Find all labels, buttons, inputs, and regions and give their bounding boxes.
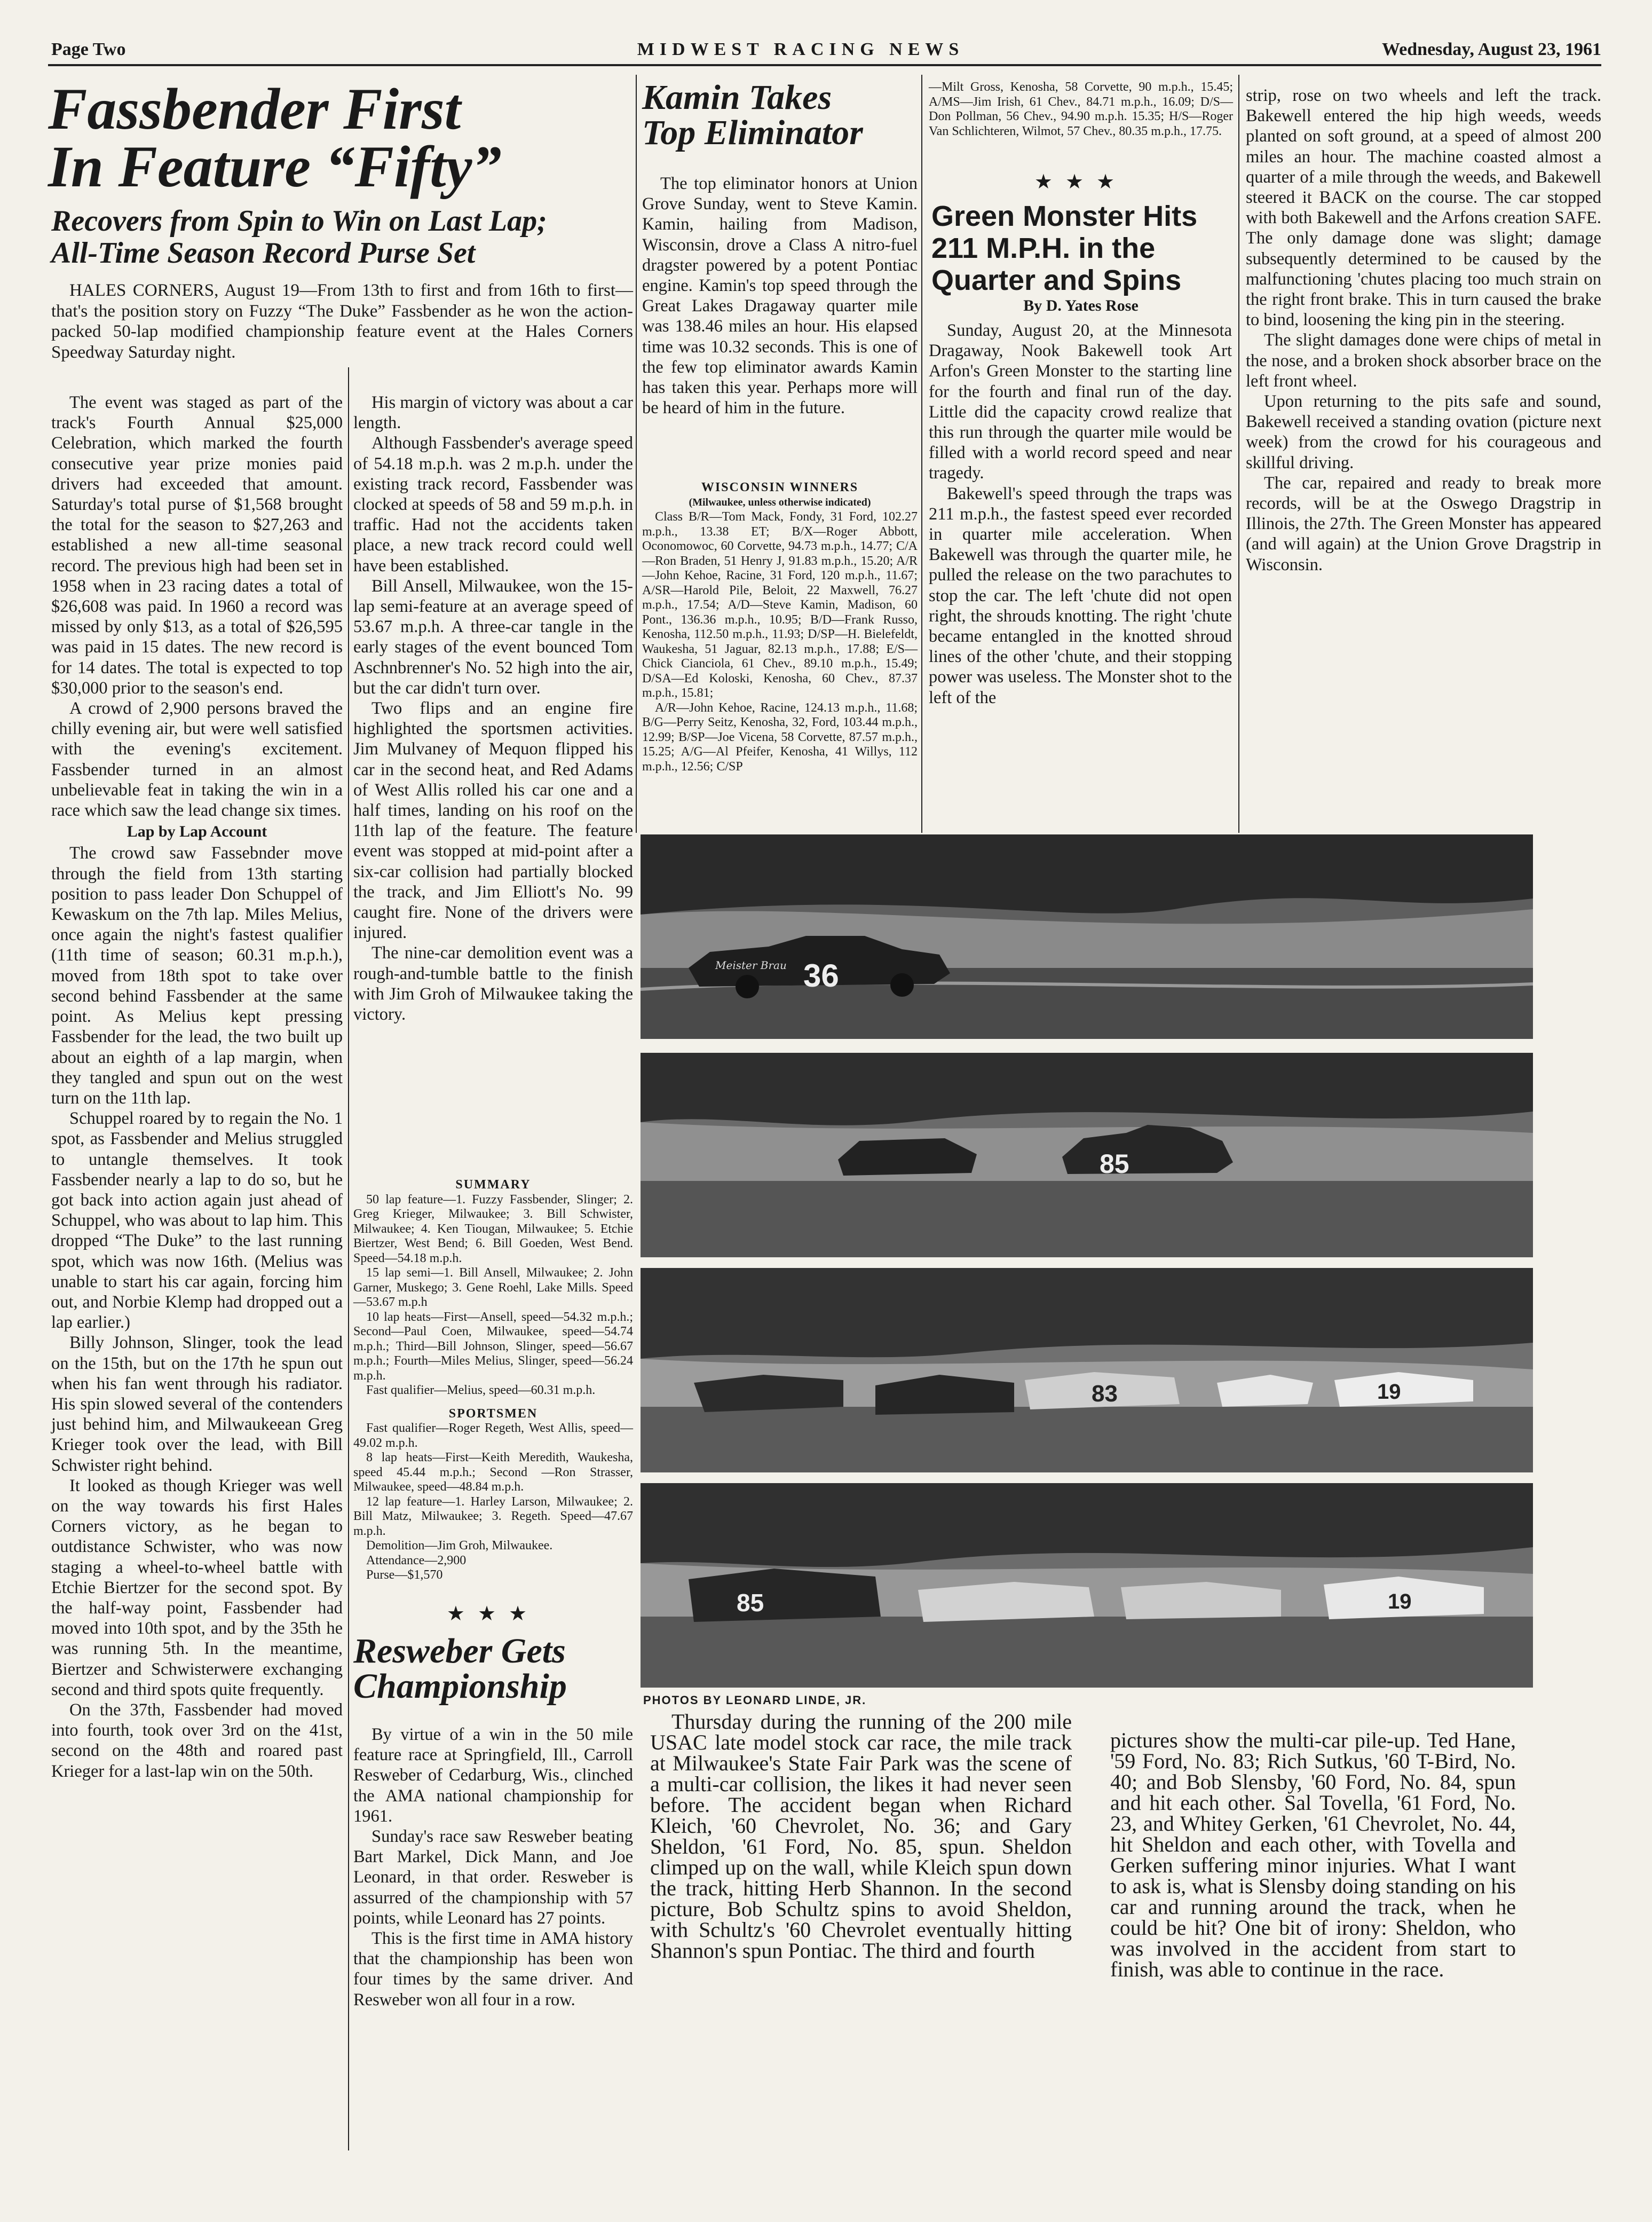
photo-caption-1: Thursday during the running of the 200 mile USAC late model stock car race, the mile track at Milwaukee's State Fair Park was the scene of a multi-car collision, the likes it had never seen before. The accident began when Richard Kleich, '60 Chevrolet, No. 36; and Gary Sheldon, '61 Ford, No. 85, spun. Sheldon climped up on the wall, while Kleich spun down the track, hitting Herb Shannon. In the second picture, Bob Schultz spins to avoid Sheldon, with Schultz's '60 Chevrolet eventually hitting Shannon's spun Pontiac. The third and fourth (650, 1709, 1072, 1963)
winners-heading: WISCONSIN WINNERS (701, 480, 859, 494)
column-rule (1238, 75, 1239, 833)
winners-note: (Milwaukee, unless otherwise indicated) (689, 496, 871, 508)
svg-text:83: 83 (1092, 1381, 1118, 1407)
green-monster-column-1: Sunday, August 20, at the Minnesota Dragaway, Nook Bakewell took Art Arfon's Green Monster to the starting line for the fourth and final run of the day. Little did the capacity crowd realize that this run through the quarter mile would be filled with a world record speed and near tragedy. Bakewell's speed through the traps was 211 m.p.h., the fastest speed ever recorded in quarter mile acceleration. When Bakewell was through the quarter mile, he pulled the release on the two parachutes to stop the car. The left 'chute did not open right, the shrouds knotting. The right 'chute became entangled in the knotted shroud lines of the other 'chute, and their stopping power was useless. The Monster shot to the left of the (929, 321, 1232, 707)
fassbender-column-2: His margin of victory was about a car length. Although Fassbender's average speed of 54.18 m.p.h. was 2 m.p.h. under the existing track record, Fassbender was clocked at speeds of 58 and 59 m.p.h. in traffic. Had not the accidents taken place, a new track record could well have been established. Bill Ansell, Milwaukee, won the 15-lap semi-feature at an average speed of 53.67 m.p.h. A three-car tangle in the early stages of the event bounced Tom Aschnbrenner's No. 52 high into the air, but the car didn't turn over. Two flips and an engine fire highlighted the sportsmen activities. Jim Mulvaney of Mequon flipped his car in the second heat, and Red Adams of West Allis rolled his car one and a half times, landing on his roof on the 11th lap of the feature. The feature event was stopped at mid-point after a six-car collision had partially blocked the track, and Jim Elliott's No. 99 caught fire. None of the drivers were injured. The nine-car demolition event was a rough-and-tumble battle to the finish with Jim Groh of Milwaukee taking the victory. (353, 393, 633, 1025)
fassbender-headline: Fassbender First In Feature “Fifty” (48, 76, 502, 199)
fassbender-summary: SUMMARY 50 lap feature—1. Fuzzy Fassbender, Slinger; 2. Greg Krieger, Milwaukee; 3. Bill Schwister, Milwaukee; 4. Ken Tiougan, Milwaukee; 5. Etchie Biertzer, West Bend; 6. Bill Goeden, West Bend. Speed—54.18 m.p.h. 15 lap semi—1. Bill Ansell, Milwaukee; 2. John Garner, Muskego; 3. Gene Roehl, Lake Mills. Speed—53.67 m.p.h 10 lap heats—First—Ansell, speed—54.32 m.p.h.; Second—Paul Coen, Milwaukee, speed—54.74 m.p.h.; Third—Bill Johnson, Slinger, speed—56.67 m.p.h.; Fourth—Miles Melius, Slinger, speed—56.24 m.p.h. Fast qualifier—Melius, speed—60.31 m.p.h. SPORTSMEN Fast qualifier—Roger Regeth, West Allis, speed—49.02 m.p.h. 8 lap heats—First—Keith Meredith, Waukesha, speed 45.44 m.p.h.; Second —Ron Strasser, Milwaukee, speed—48.84 m.p.h. 12 lap feature—1. Harley Larson, Milwaukee; 2. Bill Matz, Milwaukee; 3. Regeth. Speed—47.67 m.p.h. Demolition—Jim Groh, Milwaukee. Attendance—2,900 Purse—$1,570 (353, 1178, 633, 1582)
svg-text:19: 19 (1377, 1380, 1401, 1404)
kamin-headline: Kamin Takes Top Eliminator (642, 78, 863, 152)
svg-text:19: 19 (1388, 1590, 1412, 1613)
photo-crash-3 (641, 1268, 1533, 1472)
sportsmen-heading: SPORTSMEN (448, 1406, 538, 1421)
subhead-lap-by-lap: Lap by Lap Account (127, 823, 267, 841)
issue-date: Wednesday, August 23, 1961 (1382, 40, 1601, 59)
fassbender-deck: Recovers from Spin to Win on Last Lap; All-Time Season Record Purse Set (51, 204, 547, 270)
race-car-a (838, 1138, 977, 1176)
svg-text:36: 36 (803, 958, 839, 994)
column-rule (921, 75, 922, 833)
page-number: Page Two (51, 40, 126, 59)
wisconsin-winners: WISCONSIN WINNERS (Milwaukee, unless otherwise indicated) Class B/R—Tom Mack, Fondy, 31 Ford, 102.27 m.p.h., 13.38 ET; B/X—Roger Abbott, Oconomowoc, 60 Corvette, 94.73 m.p.h., 14.77; C/A—Ron Braden, 51 Henry J, 91.83 m.p.h., 15.20; A/R—John Kehoe, Racine, 31 Ford, 120 m.p.h., 11.67; A/SR—Harold Pile, Beloit, 22 Maxwell, 76.27 m.p.h., 17.54; A/D—Steve Kamin, Madison, 60 Pont., 136.36 m.p.h., 10.95; B/D—Frank Russo, Kenosha, 112.50 m.p.h., 11.93; D/SP—H. Bielefeldt, Waukesha, 51 Jaguar, 82.13 m.p.h., 17.88; E/S—Chick Cianciola, 61 Chev., 89.10 m.p.h., 15.49; D/SA—Ed Koloski, Kenosha, 60 Chev., 87.37 m.p.h., 15.81; A/R—John Kehoe, Racine, 124.13 m.p.h., 11.68; B/G—Perry Seitz, Kenosha, 32, Ford, 103.44 m.p.h., 12.99; B/SP—Joe Vicena, 58 Corvette, 87.57 m.p.h., 15.25; A/G—Al Pfeifer, Kenosha, 41 Willys, 112 m.p.h., 12.56; C/SP (642, 480, 918, 774)
green-monster-headline: Green Monster Hits 211 M.P.H. in the Quarter and Spins (931, 200, 1198, 296)
masthead: MIDWEST RACING NEWS (637, 40, 965, 59)
separator-stars: ★★★ (1034, 170, 1128, 193)
column-rule (636, 75, 637, 833)
summary-heading: SUMMARY (455, 1178, 531, 1192)
svg-text:Meister Brau: Meister Brau (715, 959, 787, 972)
resweber-body: By virtue of a win in the 50 mile feature race at Springfield, Ill., Carroll Resweber of Cedarburg, Wis., clinched the AMA national championship for 1961. Sunday's race saw Resweber beating Bart Markel, Dick Mann, and Joe Leonard, in that order. Resweber is assurred of the championship with 57 points, while Leonard has 27 points. This is the first time in AMA history that the championship has been won four times by the same driver. And Resweber won all four in a row. (353, 1725, 633, 2010)
fassbender-column-1: The event was staged as part of the track's Fourth Annual $25,000 Celebration, which marked the fourth consecutive year prize monies paid drivers had exceeded that amount. Saturday's total purse of $1,568 brought the total for the season to $27,263 and established a new all-time seasonal record. The previous high had been set in 1958 when in 23 racing dates a total of $26,608 was paid. In 1960 a record was missed by only $13, as a total of $26,595 was paid in 15 dates. The new record is for 14 dates. The total is expected to top $30,000 prior to the season's end. A crowd of 2,900 persons braved the chilly evening air, but were well satisfied with the evening's excitement. Fassbender turned in an almost unbelievable feat in taking the win in a race which saw the lead change six times. Lap by Lap Account The crowd saw Fassebnder move through the field from 13th starting position to pass leader Don Schuppel of Kewaskum on the 7th lap. Miles Melius, once again the night's fastest qualifier (11th time of season; 60.31 m.p.h.), moved from 18th spot to take over second behind Fassbender at the same point. As Melius kept pressing Fassbender for the lead, the two built up about an eighth of a lap margin, when they tangled and spun out on the west turn on the 11th lap. Schuppel roared by to regain the No. 1 spot, as Fassbender and Melius struggled to untangle themselves. It took Fassbender nearly a lap to do so, but he got back into action again just ahead of Schuppel, who was about to lap him. This dropped “The Duke” to the last running spot, which was now 16th. (Melius was unable to start his car again, forcing him out, and Norbie Klemp had dropped out a lap earlier.) Billy Johnson, Slinger, took the lead on the 15th, but on the 17th he spun out when his fan went through his radiator. His spin slowed several of the contenders just behind him, and Milwaukeean Greg Krieger took over the lead, with Bill Schwister right behind. It looked as though Krieger was well on the way towards his first Hales Corners victory, as he began to outdistance Schwister, who was now staging a wheel-to-wheel battle with Etchie Biertzer for the second spot. By the half-way point, Fassbender had moved into 10th spot, and by the 35th he was running 5th. In the meantime, Biertzer and Schwisterwere exchanging second and third spots quite frequently. On the 37th, Fassbender had moved into fourth, took over 3rd on the 41st, second on the 48th and roared past Krieger for a last-lap win on the 50th. (51, 393, 343, 1781)
wisconsin-winners-continued: —Milt Gross, Kenosha, 58 Corvette, 90 m.p.h., 15.45; A/MS—Jim Irish, 61 Chev., 84.71 m.p.h., 16.09; D/S—Don Pollman, 56 Chev., 94.90 m.p.h. 15.35; H/S—Roger Van Schlichteren, Wilmot, 57 Chev., 80.35 m.p.h., 17.75. (929, 80, 1233, 138)
photo-caption-2: pictures show the multi-car pile-up. Ted Hane, '59 Ford, No. 83; Rich Sutkus, '60 T-Bird, No. 40; and Bob Slensby, '60 Ford, No. 84, spun and hit each other. Sal Tovella, '61 Ford, No. 23, and Whitey Gerken, '61 Chevrolet, No. 44, hit Sheldon and each other, with Tovella and Gerken suffering minor injuries. What I want to ask is, what is Slensby doing standing on his car and running around the track, when he could be hit? One bit of irony: Sheldon, who was involved in the accident from start to finish, was able to continue in the race. (1110, 1728, 1516, 1981)
svg-text:85: 85 (1100, 1149, 1129, 1179)
kamin-body: The top eliminator honors at Union Grove Sunday, went to Steve Kamin. Kamin, hailing from Madison, Wisconsin, drove a Class A nitro-fuel dragster powered by a potent Pontiac engine. Kamin's top speed through the Great Lakes Dragaway quarter mile was 138.46 miles an hour. His elapsed time was 10.32 seconds. This is one of the few top eliminator awards Kamin has taken this year. Perhaps more will be heard of him in the future. (642, 174, 918, 418)
green-monster-column-2: strip, rose on two wheels and left the track. Bakewell entered the hip high weeds, weeds planted on soft ground, at a speed of almost 200 miles an hour. The machine coasted almost a quarter of a mile through the weeds, and Bakewell steered it BACK on the course. The car stopped with both Bakewell and the Arfons creation SAFE. The only damage done was slight; damage subsequently determined to be caused by the malfunctioning 'chutes placing too much strain on the right front brake. This in turn caused the brake to bind, loosening the king pin in the steering. The slight damages done were chips of metal in the nose, and a broken shock absorber brace on the left front wheel. Upon returning to the pits safe and sound, Bakewell received a standing ovation (picture next week) from the crowd for his courageous and skillful driving. The car, repaired and ready to break more records, will be at the Oswego Dragstrip in Illinois, the 27th. The Green Monster has appeared (and will again) at the Union Grove Dragstrip in Wisconsin. (1246, 86, 1601, 574)
photo-crash-1 (641, 834, 1533, 1039)
resweber-headline: Resweber Gets Championship (353, 1632, 567, 1706)
fassbender-lead: HALES CORNERS, August 19—From 13th to first and from 16th to first—that's the position story on Fuzzy “The Duke” Fassbender as he won the action-packed 50-lap modified championship feature event at the Hales Corners Speedway Saturday night. (51, 281, 633, 362)
svg-text:85: 85 (737, 1589, 764, 1617)
photo-crash-4 (641, 1483, 1533, 1688)
byline: By D. Yates Rose (1023, 297, 1139, 314)
photo-crash-2 (641, 1053, 1533, 1257)
photo-credit: PHOTOS BY LEONARD LINDE, JR. (643, 1693, 867, 1707)
header-rule (48, 64, 1601, 66)
separator-stars: ★★★ (446, 1602, 540, 1625)
column-rule (348, 367, 349, 2150)
